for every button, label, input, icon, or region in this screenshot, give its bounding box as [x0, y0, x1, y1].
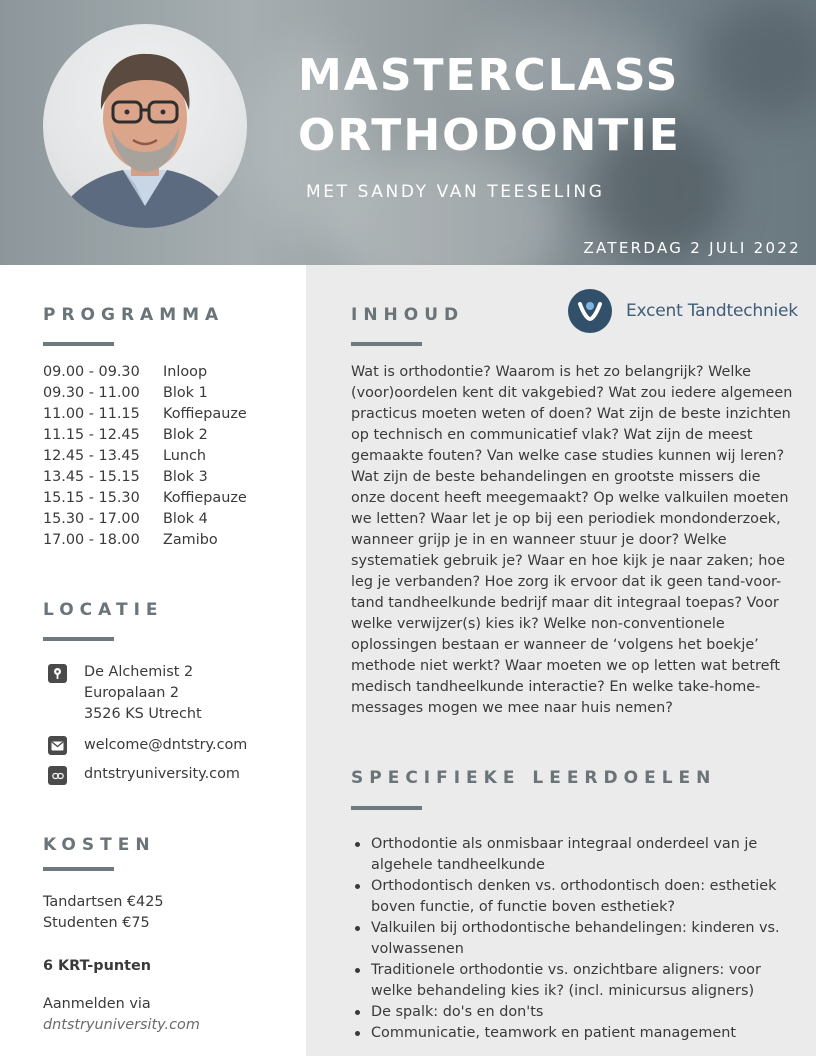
kosten-divider — [43, 867, 114, 871]
page-title — [298, 46, 798, 166]
schedule-label: Inloop — [163, 364, 208, 380]
schedule-row — [43, 488, 247, 509]
schedule-row — [43, 404, 247, 425]
locatie-heading: LOCATIE — [43, 600, 164, 620]
schedule-label: Koffiepauze — [163, 490, 247, 506]
list-item: Communicatie, teamwork en patient management — [352, 1023, 802, 1044]
schedule-time: 09.00 - 09.30 — [43, 364, 140, 380]
schedule-time: 11.00 - 11.15 — [43, 406, 140, 422]
schedule-time: 12.45 - 13.45 — [43, 448, 140, 464]
schedule-label: Blok 3 — [163, 469, 208, 485]
price-students: Studenten €75 — [43, 915, 150, 931]
email-link[interactable]: welcome@dntstry.com — [84, 737, 248, 753]
address-line-2: Europalaan 2 — [84, 685, 180, 701]
schedule-label: Koffiepauze — [163, 406, 247, 422]
price-dentists: Tandartsen €425 — [43, 894, 164, 910]
schedule-row — [43, 383, 247, 404]
schedule-time: 17.00 - 18.00 — [43, 532, 140, 548]
schedule-label: Blok 4 — [163, 511, 208, 527]
schedule-label: Lunch — [163, 448, 207, 464]
inhoud-text: Wat is orthodontie? Waarom is het zo belangrijk? Welke (voor)oordelen kent dit vakgebied? Wat zou iedere algemeen practicus moeten weten of doen? Wat zijn de beste inzichten op technisch en communicatief vlak? Wat zijn de meest gemaakte fouten? Van welke case studies kunnen wij leren? Wat zijn de beste behandelingen en grootste missers die onze docent heeft meegemaakt? Op welke valkuilen moeten we letten? Waar let je op bij een periodiek mondonderzoek, wanneer grijp je in en wanneer stuur je door? Welke systematiek gebruik je? Waar en hoe kijk je naar zaken; hoe leg je verbanden? Hoe zorg ik ervoor dat ik geen tand-voor-tand tandheelkunde bedrijf maar dit integraal toepas? Voor welke verwijzer(s) kies ik? Welke non-conventionele oplossingen bestaan er wanneer de ‘volgens het boekje’ methode niet werkt? Waar moeten we op letten wat betreft medisch tandheelkunde interactie? En welke take-home-messages mogen we mee naar huis nemen? — [351, 364, 793, 716]
schedule-row — [43, 446, 247, 467]
schedule-row — [43, 467, 247, 488]
program-schedule — [43, 362, 247, 551]
excent-logo-icon — [568, 289, 612, 333]
leerdoelen-list — [352, 834, 802, 1044]
address-line-3: 3526 KS Utrecht — [84, 706, 202, 722]
schedule-row — [43, 509, 247, 530]
schedule-row — [43, 425, 247, 446]
speaker-portrait — [43, 24, 247, 228]
title-line-2: ORTHODONTIE — [298, 110, 681, 161]
list-item: Orthodontie als onmisbaar integraal onderdeel van je algehele tandheelkunde — [352, 834, 802, 876]
schedule-time: 15.15 - 15.30 — [43, 490, 140, 506]
website-link[interactable]: dntstryuniversity.com — [84, 766, 240, 782]
schedule-time: 09.30 - 11.00 — [43, 385, 140, 401]
programma-divider — [43, 342, 114, 346]
list-item: De spalk: do's en don'ts — [352, 1002, 802, 1023]
schedule-label: Blok 2 — [163, 427, 208, 443]
schedule-row — [43, 362, 247, 383]
inhoud-divider — [351, 342, 422, 346]
location-pin-icon — [48, 664, 67, 683]
schedule-time: 15.30 - 17.00 — [43, 511, 140, 527]
register-label: Aanmelden via — [43, 996, 151, 1012]
inhoud-heading: INHOUD — [351, 305, 465, 325]
list-item: Traditionele orthodontie vs. onzichtbare aligners: voor welke behandeling kies ik? (incl. minicursus aligners) — [352, 960, 802, 1002]
schedule-row — [43, 530, 247, 551]
register-link[interactable]: dntstryuniversity.com — [43, 1017, 200, 1033]
list-item: Orthodontisch denken vs. orthodontisch doen: esthetiek boven functie, of functie boven esthetiek? — [352, 876, 802, 918]
schedule-time: 11.15 - 12.45 — [43, 427, 140, 443]
event-date: ZATERDAG 2 JULI 2022 — [583, 239, 801, 257]
link-icon — [48, 766, 67, 785]
schedule-time: 13.45 - 15.15 — [43, 469, 140, 485]
address-line-1: De Alchemist 2 — [84, 664, 194, 680]
schedule-label: Zamibo — [163, 532, 218, 548]
sponsor-logo — [568, 289, 798, 333]
speaker-photo-illustration — [43, 24, 247, 228]
logo-text: Excent Tandtechniek — [626, 301, 798, 321]
title-line-1: MASTERCLASS — [298, 50, 680, 101]
leerdoelen-divider — [351, 806, 422, 810]
schedule-label: Blok 1 — [163, 385, 208, 401]
kosten-heading: KOSTEN — [43, 835, 156, 855]
list-item: Valkuilen bij orthodontische behandelingen: kinderen vs. volwassenen — [352, 918, 802, 960]
programma-heading: PROGRAMMA — [43, 305, 225, 325]
krt-points: 6 KRT-punten — [43, 958, 151, 974]
email-icon — [48, 736, 67, 755]
locatie-divider — [43, 637, 114, 641]
subtitle: MET SANDY VAN TEESELING — [306, 182, 605, 202]
header-banner — [0, 0, 816, 265]
leerdoelen-heading: SPECIFIEKE LEERDOELEN — [351, 768, 717, 788]
